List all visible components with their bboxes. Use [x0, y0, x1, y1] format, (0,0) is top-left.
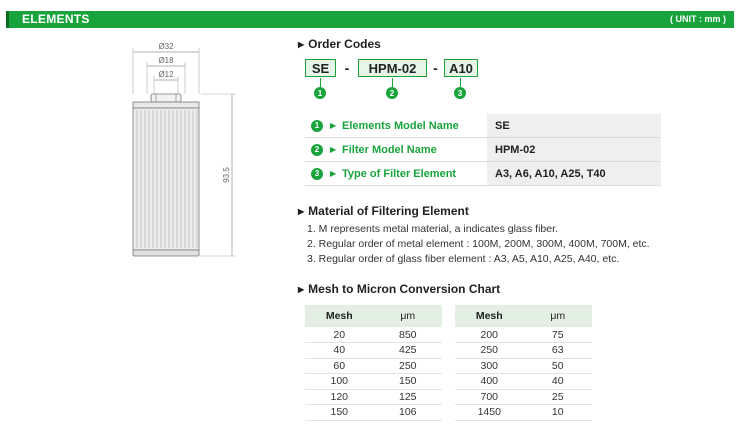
table-row: [455, 343, 592, 359]
code-stem-1: [320, 78, 321, 87]
table-row: [305, 327, 442, 343]
mesh-cell: 250: [455, 343, 524, 359]
table-row: [305, 374, 442, 390]
arrow-right-icon: ▶: [330, 145, 337, 154]
mesh-table-right: [455, 305, 592, 421]
code-box-filter: HPM-02: [358, 59, 427, 77]
definition-row: [305, 114, 661, 138]
definition-value: HPM-02: [487, 138, 661, 161]
table-row: [455, 358, 592, 374]
table-header-row: [305, 305, 442, 327]
header-marker: [6, 11, 9, 28]
table-row: [455, 389, 592, 405]
mesh-cell: 1450: [455, 405, 524, 421]
table-row: [305, 343, 442, 359]
mesh-chart-title: ▶ Mesh to Micron Conversion Chart: [298, 282, 501, 296]
micron-cell: 63: [524, 343, 593, 359]
table-row: [455, 374, 592, 390]
material-title: ▶ Material of Filtering Element: [298, 204, 469, 218]
filter-element-drawing: [118, 40, 258, 265]
micron-cell: 850: [374, 327, 443, 343]
mesh-cell: 700: [455, 389, 524, 405]
section-header-bar: [6, 11, 734, 28]
micron-cell: 10: [524, 405, 593, 421]
mesh-cell: 100: [305, 374, 374, 390]
dim-mid-diameter: Ø18: [158, 56, 174, 65]
micron-cell: 150: [374, 374, 443, 390]
mesh-cell: 200: [455, 327, 524, 343]
table-row: [305, 358, 442, 374]
definition-label: Type of Filter Element: [342, 167, 457, 180]
mesh-cell: 120: [305, 389, 374, 405]
order-code-definition-table: [305, 114, 661, 186]
code-dash: -: [344, 60, 350, 76]
table-row: [305, 405, 442, 421]
definition-value: A3, A6, A10, A25, T40: [487, 162, 661, 185]
material-note: 2. Regular order of metal element : 100M, 200M, 300M, 400M, 700M, etc.: [307, 238, 650, 250]
table-row: [305, 389, 442, 405]
micron-cell: 25: [524, 389, 593, 405]
definition-number-badge: 3: [311, 168, 323, 180]
arrow-right-icon: ▶: [330, 121, 337, 130]
micron-cell: 106: [374, 405, 443, 421]
material-notes: [307, 222, 650, 267]
mesh-cell: 300: [455, 358, 524, 374]
triangle-bullet-icon: ▶: [298, 207, 305, 216]
micron-cell: 40: [524, 374, 593, 390]
column-header-micron: μm: [374, 305, 443, 327]
code-stem-3: [460, 78, 461, 87]
column-header-micron: μm: [524, 305, 593, 327]
mesh-cell: 400: [455, 374, 524, 390]
code-stem-2: [392, 78, 393, 87]
column-header-mesh: Mesh: [305, 305, 374, 327]
definition-row: [305, 162, 661, 186]
mesh-cell: 40: [305, 343, 374, 359]
arrow-right-icon: ▶: [330, 169, 337, 178]
micron-cell: 50: [524, 358, 593, 374]
material-note: 1. M represents metal material, a indicates glass fiber.: [307, 223, 558, 235]
code-dash: -: [433, 60, 438, 76]
code-number-badge-2: 2: [386, 87, 398, 99]
definition-label: Elements Model Name: [342, 119, 459, 132]
section-title: ELEMENTS: [22, 12, 90, 26]
definition-row: [305, 138, 661, 162]
micron-cell: 250: [374, 358, 443, 374]
dim-height: 93.5: [222, 167, 231, 183]
code-number-badge-1: 1: [314, 87, 326, 99]
code-number-badge-3: 3: [454, 87, 466, 99]
definition-value: SE: [487, 114, 661, 137]
definition-number-badge: 1: [311, 120, 323, 132]
triangle-bullet-icon: ▶: [298, 40, 305, 49]
mesh-cell: 150: [305, 405, 374, 421]
micron-cell: 75: [524, 327, 593, 343]
code-box-model: SE: [305, 59, 336, 77]
triangle-bullet-icon: ▶: [298, 285, 305, 294]
micron-cell: 425: [374, 343, 443, 359]
mesh-table-left: [305, 305, 442, 421]
dim-inner-diameter: Ø12: [158, 70, 174, 79]
column-header-mesh: Mesh: [455, 305, 524, 327]
mesh-cell: 60: [305, 358, 374, 374]
code-box-element: A10: [444, 59, 478, 77]
unit-label: ( UNIT : mm ): [670, 14, 726, 24]
definition-label: Filter Model Name: [342, 143, 437, 156]
order-code-row: [305, 58, 478, 78]
definition-number-badge: 2: [311, 144, 323, 156]
mesh-cell: 20: [305, 327, 374, 343]
table-header-row: [455, 305, 592, 327]
table-row: [455, 405, 592, 421]
material-note: 3. Regular order of glass fiber element : A3, A5, A10, A25, A40, etc.: [307, 253, 620, 265]
table-row: [455, 327, 592, 343]
order-codes-title: ▶ Order Codes: [298, 37, 381, 51]
dim-outer-diameter: Ø32: [158, 42, 174, 51]
micron-cell: 125: [374, 389, 443, 405]
